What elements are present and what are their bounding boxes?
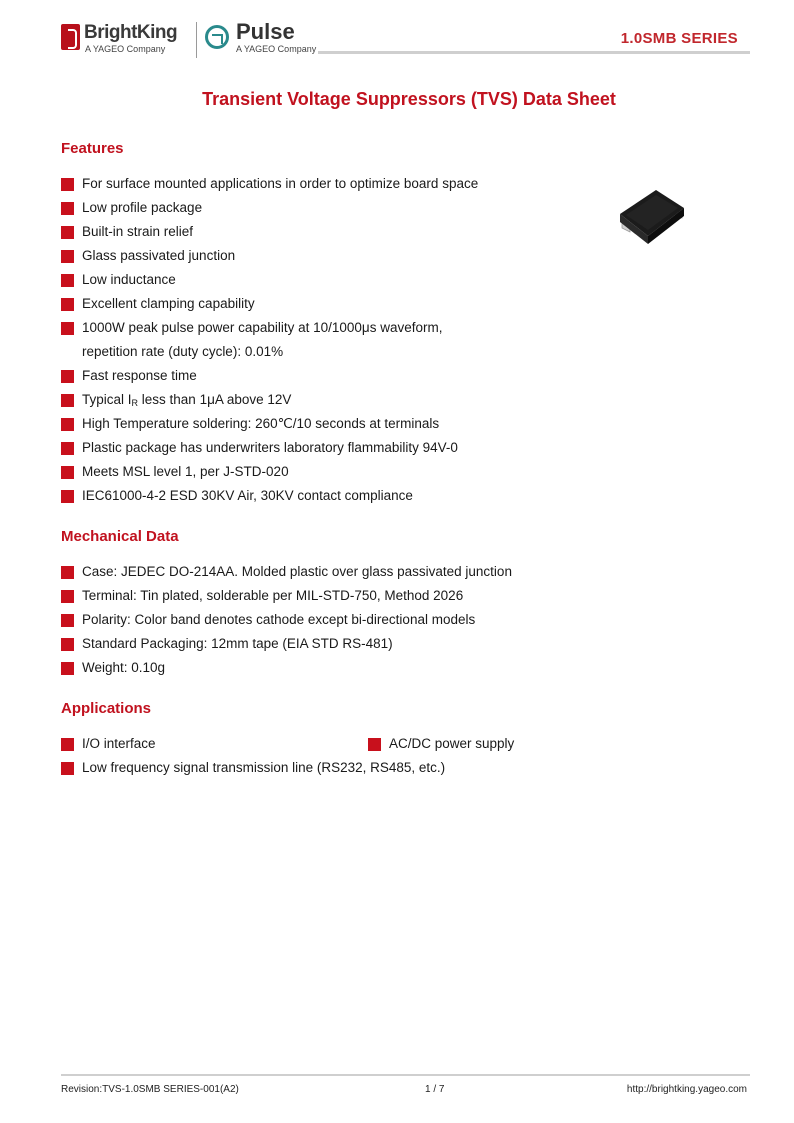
- bullet-square-icon: [61, 370, 74, 383]
- bullet-square-icon: [61, 250, 74, 263]
- series-label: 1.0SMB SERIES: [620, 30, 738, 47]
- list-item: Excellent clamping capability: [61, 292, 478, 316]
- list-item: Low profile package: [61, 196, 478, 220]
- bullet-square-icon: [61, 298, 74, 311]
- applications-list: [61, 732, 751, 780]
- page-header: [0, 0, 794, 70]
- bullet-square-icon: [61, 638, 74, 651]
- bullet-square-icon: [61, 226, 74, 239]
- header-rule: [318, 51, 750, 54]
- footer-url-link[interactable]: http://brightking.yageo.com: [626, 1084, 747, 1095]
- list-item: IEC61000-4-2 ESD 30KV Air, 30KV contact compliance: [61, 484, 478, 508]
- list-item: Standard Packaging: 12mm tape (EIA STD RS-481): [61, 632, 512, 656]
- list-item: Built-in strain relief: [61, 220, 478, 244]
- bullet-square-icon: [61, 762, 74, 775]
- pulse-logo-subtitle: A YAGEO Company: [236, 44, 317, 54]
- bullet-square-icon: [61, 202, 74, 215]
- list-item: I/O interface: [61, 732, 156, 756]
- pulse-logo-name: Pulse: [236, 19, 295, 44]
- bullet-square-icon: [61, 738, 74, 751]
- features-heading: Features: [61, 140, 124, 157]
- bullet-square-icon: [61, 274, 74, 287]
- footer-revision: Revision:TVS-1.0SMB SERIES-001(A2): [61, 1084, 239, 1095]
- list-item: High Temperature soldering: 260℃/10 seconds at terminals: [61, 412, 478, 436]
- list-item: Terminal: Tin plated, solderable per MIL-STD-750, Method 2026: [61, 584, 512, 608]
- footer-page-number: 1 / 7: [425, 1084, 445, 1095]
- bullet-square-icon: [61, 394, 74, 407]
- features-list: [61, 172, 478, 508]
- bullet-square-icon: [61, 418, 74, 431]
- bullet-square-icon: [61, 490, 74, 503]
- document-title: Transient Voltage Suppressors (TVS) Data Sheet: [202, 89, 616, 109]
- applications-heading: Applications: [61, 700, 152, 717]
- list-item: Low frequency signal transmission line (RS232, RS485, etc.): [61, 756, 445, 780]
- list-item-continuation: repetition rate (duty cycle): 0.01%: [82, 344, 284, 359]
- smb-package-icon: [612, 186, 692, 250]
- bullet-square-icon: [61, 178, 74, 191]
- pulse-logo: [205, 19, 325, 56]
- bullet-square-icon: [61, 466, 74, 479]
- list-item: AC/DC power supply: [368, 732, 514, 756]
- bullet-square-icon: [368, 738, 381, 751]
- mechanical-list: [61, 560, 512, 680]
- brightking-logo-icon: [61, 24, 80, 50]
- footer-rule: [61, 1074, 750, 1076]
- list-item: Weight: 0.10g: [61, 656, 512, 680]
- brightking-logo-name: BrightKing: [84, 22, 178, 43]
- list-item: Low inductance: [61, 268, 478, 292]
- list-item: Meets MSL level 1, per J-STD-020: [61, 460, 478, 484]
- bullet-square-icon: [61, 566, 74, 579]
- list-item: Case: JEDEC DO-214AA. Molded plastic over glass passivated junction: [61, 560, 512, 584]
- list-item: Fast response time: [61, 364, 478, 388]
- list-item: Plastic package has underwriters laboratory flammability 94V-0: [61, 436, 478, 460]
- bullet-square-icon: [61, 662, 74, 675]
- list-item: 1000W peak pulse power capability at 10/1000μs waveform,: [61, 316, 478, 340]
- bullet-square-icon: [61, 590, 74, 603]
- list-item: Typical $I_R$ less than 1μA above 12V: [61, 388, 478, 412]
- list-item: Glass passivated junction: [61, 244, 478, 268]
- pulse-logo-icon: [205, 25, 229, 49]
- list-item: Polarity: Color band denotes cathode except bi-directional models: [61, 608, 512, 632]
- logo-divider: [196, 22, 197, 58]
- list-item: For surface mounted applications in order to optimize board space: [61, 172, 478, 196]
- bullet-square-icon: [61, 322, 74, 335]
- bullet-square-icon: [61, 614, 74, 627]
- brightking-logo-subtitle: A YAGEO Company: [85, 44, 166, 54]
- product-image: [612, 186, 692, 250]
- mechanical-heading: Mechanical Data: [61, 528, 179, 545]
- bullet-square-icon: [61, 442, 74, 455]
- brightking-logo: [61, 22, 189, 56]
